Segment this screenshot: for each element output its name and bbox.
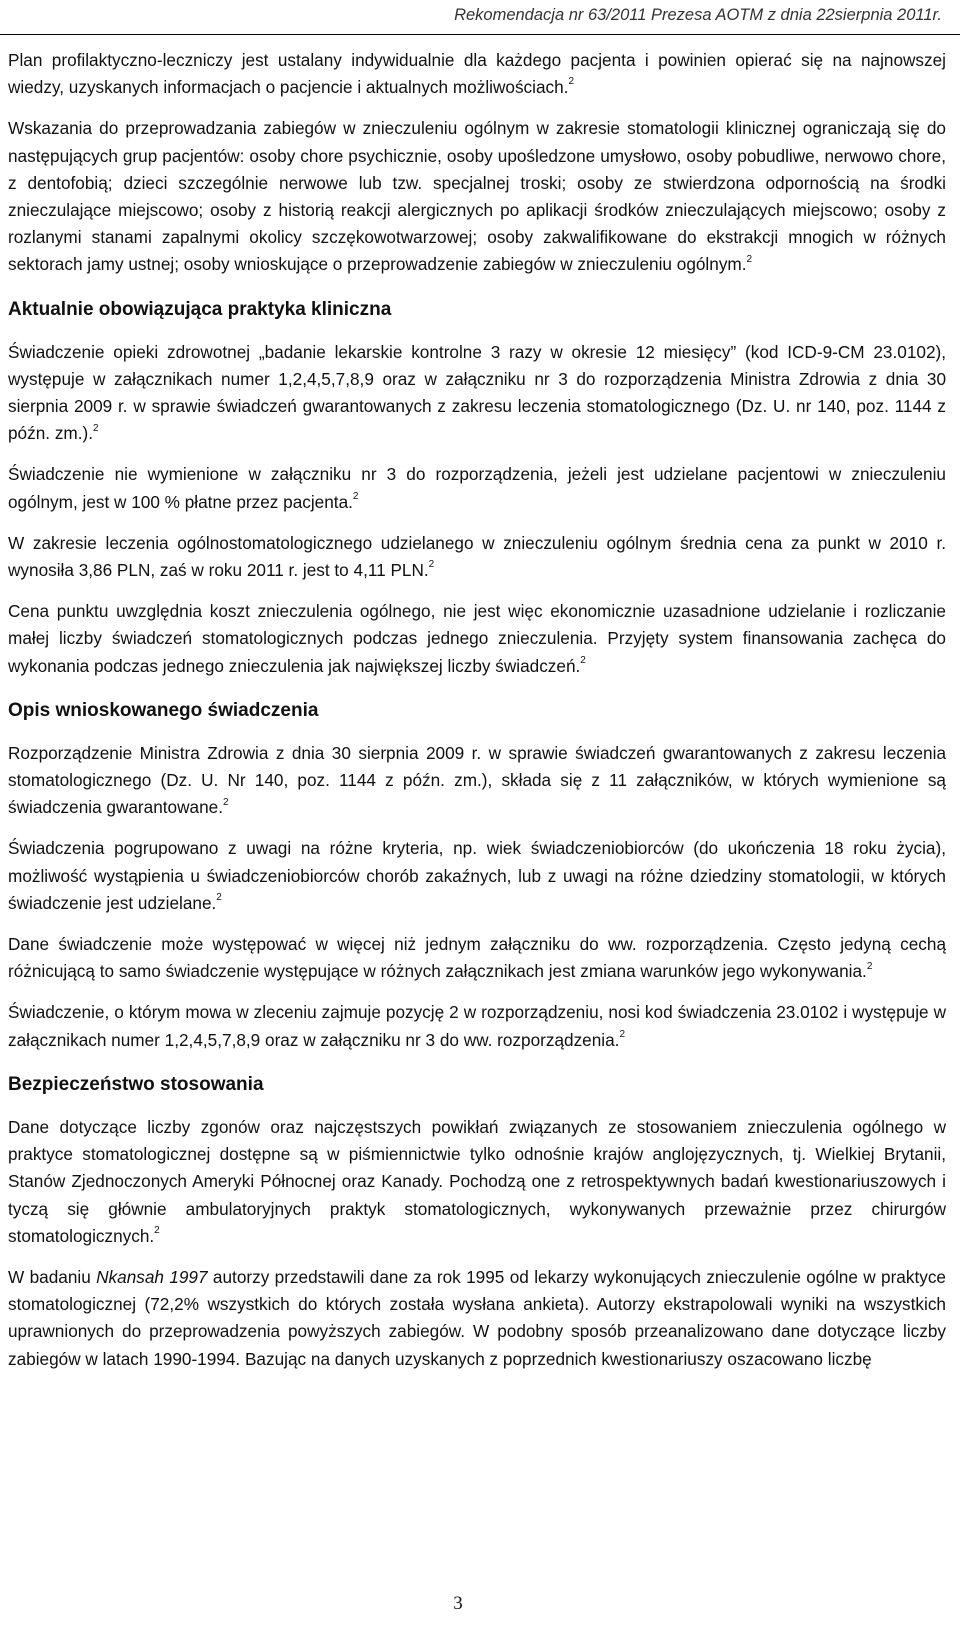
document-body (8, 47, 946, 1373)
paragraph-point-price: W zakresie leczenia ogólnostomatologicznego udzielanego w znieczuleniu ogólnym średnia cena za punkt w 2010 r. wynosiła 3,86 PLN, zaś w roku 2011 r. jest to 4,11 PLN.$^2$ (8, 532, 946, 581)
paragraph-financing: Cena punktu uwzględnia koszt znieczulenia ogólnego, nie jest więc ekonomicznie uzasadnione udzielanie i rozliczanie małej liczby świadczeń stomatologicznych podczas jednego znieczulenia. Przyjęty system finansowania zachęca do wykonania podczas jednego znieczulenia jak największej liczby świadczeń.$^2$ (8, 601, 946, 676)
paragraph-service-code: Świadczenie opieki zdrowotnej „badanie lekarskie kontrolne 3 razy w okresie 12 miesięcy” (kod ICD-9-CM 23.0102), występuje w załącznikach numer 1,2,4,5,7,8,9 oraz w załączniku nr 3 do rozporządzenia Ministra Zdrowia z dnia 30 sierpnia 2009 r. w sprawie świadczeń gwarantowanych z zakresu leczenia stomatologicznego (Dz. U. nr 140, poz. 1144 z późn. zm.).$^2$ (8, 341, 946, 444)
document-header: Rekomendacja nr 63/2011 Prezesa AOTM z dnia 22sierpnia 2011r. (454, 6, 942, 24)
footnote-ref: 2 (746, 253, 753, 265)
paragraph-mortality-data: Dane dotyczące liczby zgonów oraz najczęstszych powikłań związanych ze stosowaniem znieczulenia ogólnego w praktyce stomatologicznej dostępne są w piśmiennictwie tylko odnośnie krajów anglojęzycznych, tj. Wielkiej Brytanii, Stanów Zjednoczonych Ameryki Północnej oraz Kanady. Pochodzą one z retrospektywnych badań kwestionariuszowych i tyczą się głównie ambulatoryjnych praktyk stomatologicznych, wykonywanych przeważnie przez chirurgów stomatologicznych.$^2$ (8, 1116, 946, 1246)
header-divider (0, 34, 960, 35)
paragraph-indications: Wskazania do przeprowadzania zabiegów w znieczuleniu ogólnym w zakresie stomatologii klinicznej ograniczają się do następujących grup pacjentów: osoby chore psychicznie, osoby upośledzone umysłowo, osoby pobudliwe, nerwowo chore, z dentofobią; dzieci szczególnie nerwowe lub tzw. specjalnej troski; osoby ze stwierdzona odpornością na środki znieczulające miejscowo; osoby z historią reakcji alergicznych po aplikacji środków znieczulających miejscowo; osoby z rozlanymi stanami zapalnymi okolicy szczękowotwarzowej; osoby zakwalifikowane do ekstrakcji mnogich w różnych sektorach jamy ustnej; osoby wnioskujące o przeprowadzenie zabiegów w znieczuleniu ogólnym.$^2$ (8, 118, 946, 275)
footnote-ref: 2 (222, 796, 229, 808)
footnote-ref: 2 (216, 892, 222, 904)
paragraph-regulation: Rozporządzenie Ministra Zdrowia z dnia 30 sierpnia 2009 r. w sprawie świadczeń gwarantowanych z zakresu leczenia stomatologicznego (Dz. U. Nr 140, poz. 1144 z późn. zm.), składa się z 11 załączników, w których wymienione są świadczenia gwarantowane.$^2$ (8, 742, 946, 818)
citation-nkansah: Nkansah 1997 (96, 1266, 208, 1287)
paragraph-position-code: Świadczenie, o którym mowa w zleceniu zajmuje pozycję 2 w rozporządzeniu, nosi kod świadczenia 23.0102 i występuje w załącznikach numer 1,2,4,5,7,8,9 oraz w załączniku nr 3 do ww. rozporządzenia.$^2$ (8, 1002, 946, 1050)
footnote-ref: 2 (154, 1224, 160, 1236)
footnote-ref: 2 (619, 1028, 625, 1040)
footnote-ref: 2 (580, 654, 586, 666)
footnote-ref: 2 (866, 960, 873, 972)
heading-current-practice: Aktualnie obowiązująca praktyka kliniczna (8, 298, 392, 320)
footnote-ref: 2 (568, 76, 574, 88)
paragraph-grouping: Świadczenia pogrupowano z uwagi na różne kryteria, np. wiek świadczeniobiorców (do ukończenia 18 roku życia), możliwość wystąpienia u świadczeniobiorców chorób zakaźnych, lub z uwagi na różne dziedziny stomatologii, w których świadczenie jest udzielane.$^2$ (8, 838, 946, 913)
footnote-ref: 2 (352, 490, 359, 502)
footnote-ref: 2 (93, 422, 99, 434)
paragraph-multiple-annexes: Dane świadczenie może występować w więcej niż jednym załączniku do ww. rozporządzenia. Często jedyną cechą różnicującą to samo świadczenie występujące w różnych załącznikach jest zmiana warunków jego wykonywania.$^2$ (8, 934, 946, 982)
heading-service-description: Opis wnioskowanego świadczenia (8, 699, 319, 721)
paragraph-paid-by-patient: Świadczenie nie wymienione w załączniku nr 3 do rozporządzenia, jeżeli jest udzielane pacjentowi w znieczuleniu ogólnym, jest w 100 % płatne przez pacjenta.$^2$ (8, 464, 946, 512)
footnote-ref: 2 (428, 559, 435, 571)
paragraph-nkansah-study: W badaniu Nkansah 1997 autorzy przedstawili dane za rok 1995 od lekarzy wykonujących znieczulenie ogólne w praktyce stomatologicznej (72,2% wszystkich do których została wysłana ankieta). Autorzy ekstrapolowali wyniki na wszystkich uprawnionych do przeprowadzenia powyższych zabiegów. W podobny sposób przeanalizowano dane dotyczące liczby zabiegów w latach 1990-1994. Bazując na danych uzyskanych z poprzednich kwestionariuszy oszacowano liczbę (8, 1266, 946, 1369)
page-number: 3 (453, 1593, 463, 1614)
paragraph-plan: Plan profilaktyczno-leczniczy jest ustalany indywidualnie dla każdego pacjenta i powinien opierać się na najnowszej wiedzy, uzyskanych informacjach o pacjencie i aktualnych możliwościach.$^2$ (8, 50, 946, 98)
heading-safety: Bezpieczeństwo stosowania (8, 1073, 264, 1095)
